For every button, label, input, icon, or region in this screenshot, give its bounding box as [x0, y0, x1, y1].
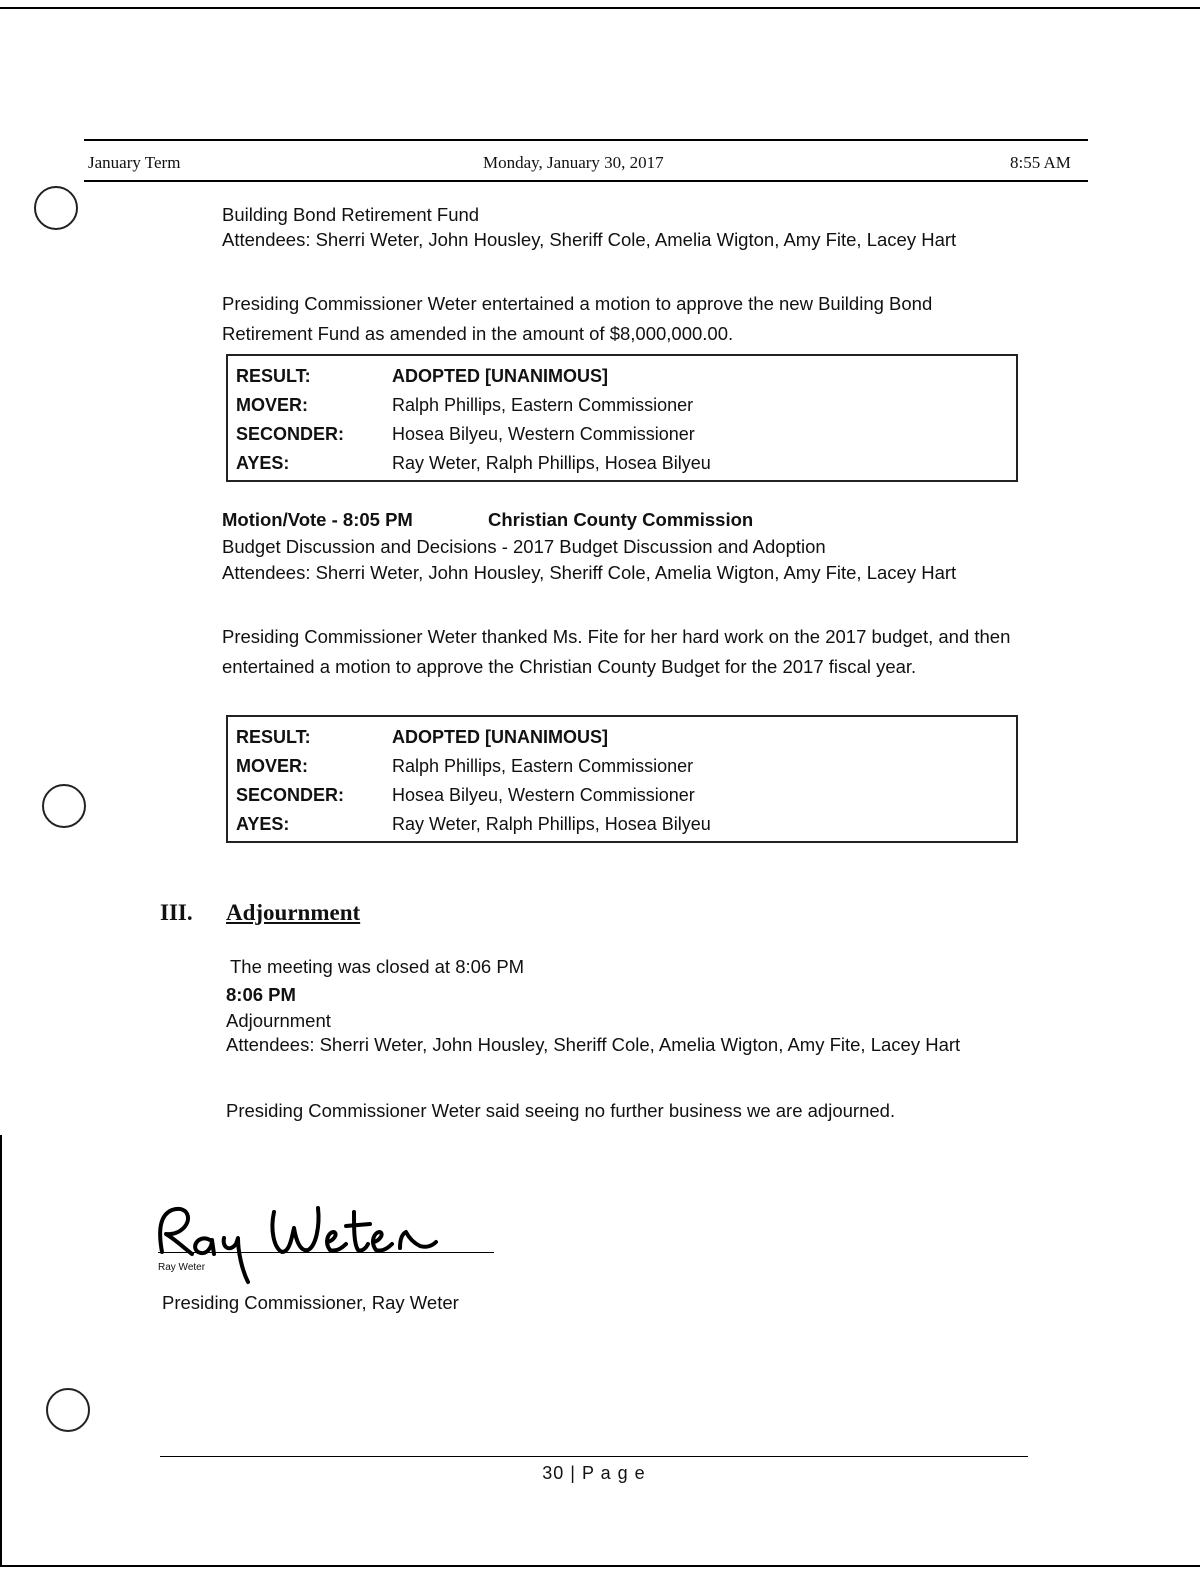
section-number: III. — [160, 900, 193, 925]
signature-caption: Presiding Commissioner, Ray Weter — [162, 1292, 459, 1313]
adjourn-statement: Presiding Commissioner Weter said seeing no further business we are adjourned. — [226, 1100, 896, 1121]
item1-attendees: Attendees: Sherri Weter, John Housley, Sheriff Cole, Amelia Wigton, Amy Fite, Lacey Hart — [222, 229, 957, 250]
header-rule-bottom — [84, 180, 1088, 182]
signature-line — [158, 1252, 494, 1253]
page-border-top — [0, 7, 1200, 9]
adjourn-time: 8:06 PM — [226, 984, 296, 1005]
signature-image — [150, 1190, 450, 1290]
header-date: Monday, January 30, 2017 — [483, 153, 664, 172]
vote-mover: Ralph Phillips, Eastern Commissioner — [392, 756, 694, 776]
vote-ayes: Ray Weter, Ralph Phillips, Hosea Bilyeu — [392, 453, 711, 473]
vote-row-mover — [228, 752, 1016, 781]
page-border-left — [0, 1135, 2, 1567]
vote-ayes: Ray Weter, Ralph Phillips, Hosea Bilyeu — [392, 814, 711, 834]
vote-label: RESULT: — [236, 727, 311, 747]
vote-row-result — [228, 362, 1016, 391]
page-number: 30 | P a g e — [542, 1463, 646, 1483]
header-rule-top — [84, 139, 1088, 141]
header-term: January Term — [88, 153, 181, 172]
vote-mover: Ralph Phillips, Eastern Commissioner — [392, 395, 694, 415]
item1-vote-table — [226, 354, 1018, 482]
item1-motion: Presiding Commissioner Weter entertained a motion to approve the new Building Bond Retirement Fund as amended in the amount of $8,000,000.00. — [222, 293, 933, 344]
vote-label: SECONDER: — [236, 785, 345, 805]
page-border-bottom — [0, 1565, 1200, 1567]
vote-seconder: Hosea Bilyeu, Western Commissioner — [392, 785, 695, 805]
binder-hole-icon — [42, 784, 86, 828]
adjourn-closed: The meeting was closed at 8:06 PM — [230, 956, 525, 977]
vote-label: AYES: — [236, 453, 290, 473]
vote-label: SECONDER: — [236, 424, 345, 444]
vote-row-result — [228, 723, 1016, 752]
vote-row-seconder — [228, 420, 1016, 449]
item2-heading-right: Christian County Commission — [488, 509, 754, 530]
vote-label: AYES: — [236, 814, 290, 834]
item2-vote-table — [226, 715, 1018, 843]
vote-label: MOVER: — [236, 756, 308, 776]
vote-row-ayes — [228, 810, 1016, 839]
adjourn-item: Adjournment — [226, 1010, 331, 1031]
item2-attendees: Attendees: Sherri Weter, John Housley, Sheriff Cole, Amelia Wigton, Amy Fite, Lacey Hart — [222, 562, 957, 583]
header-time: 8:55 AM — [1010, 153, 1071, 172]
footer-rule — [160, 1456, 1028, 1457]
vote-seconder: Hosea Bilyeu, Western Commissioner — [392, 424, 695, 444]
item2-heading-left: Motion/Vote - 8:05 PM — [222, 509, 413, 530]
item1-title: Building Bond Retirement Fund — [222, 204, 480, 225]
item2-motion: Presiding Commissioner Weter thanked Ms. Fite for her hard work on the 2017 budget, and then entertained a motion to approve the Christian County Budget for the 2017 fiscal year. — [222, 626, 1011, 677]
binder-hole-icon — [34, 186, 78, 230]
item2-title: Budget Discussion and Decisions - 2017 Budget Discussion and Adoption — [222, 536, 826, 557]
vote-row-seconder — [228, 781, 1016, 810]
vote-result: ADOPTED [UNANIMOUS] — [392, 366, 608, 386]
vote-row-ayes — [228, 449, 1016, 478]
binder-hole-icon — [46, 1388, 90, 1432]
vote-result: ADOPTED [UNANIMOUS] — [392, 727, 608, 747]
adjourn-attendees: Attendees: Sherri Weter, John Housley, Sheriff Cole, Amelia Wigton, Amy Fite, Lacey Hart — [226, 1034, 961, 1055]
vote-row-mover — [228, 391, 1016, 420]
section-title: Adjournment — [226, 900, 361, 925]
signature-printed-name: Ray Weter — [158, 1262, 206, 1273]
vote-label: MOVER: — [236, 395, 308, 415]
vote-label: RESULT: — [236, 366, 311, 386]
